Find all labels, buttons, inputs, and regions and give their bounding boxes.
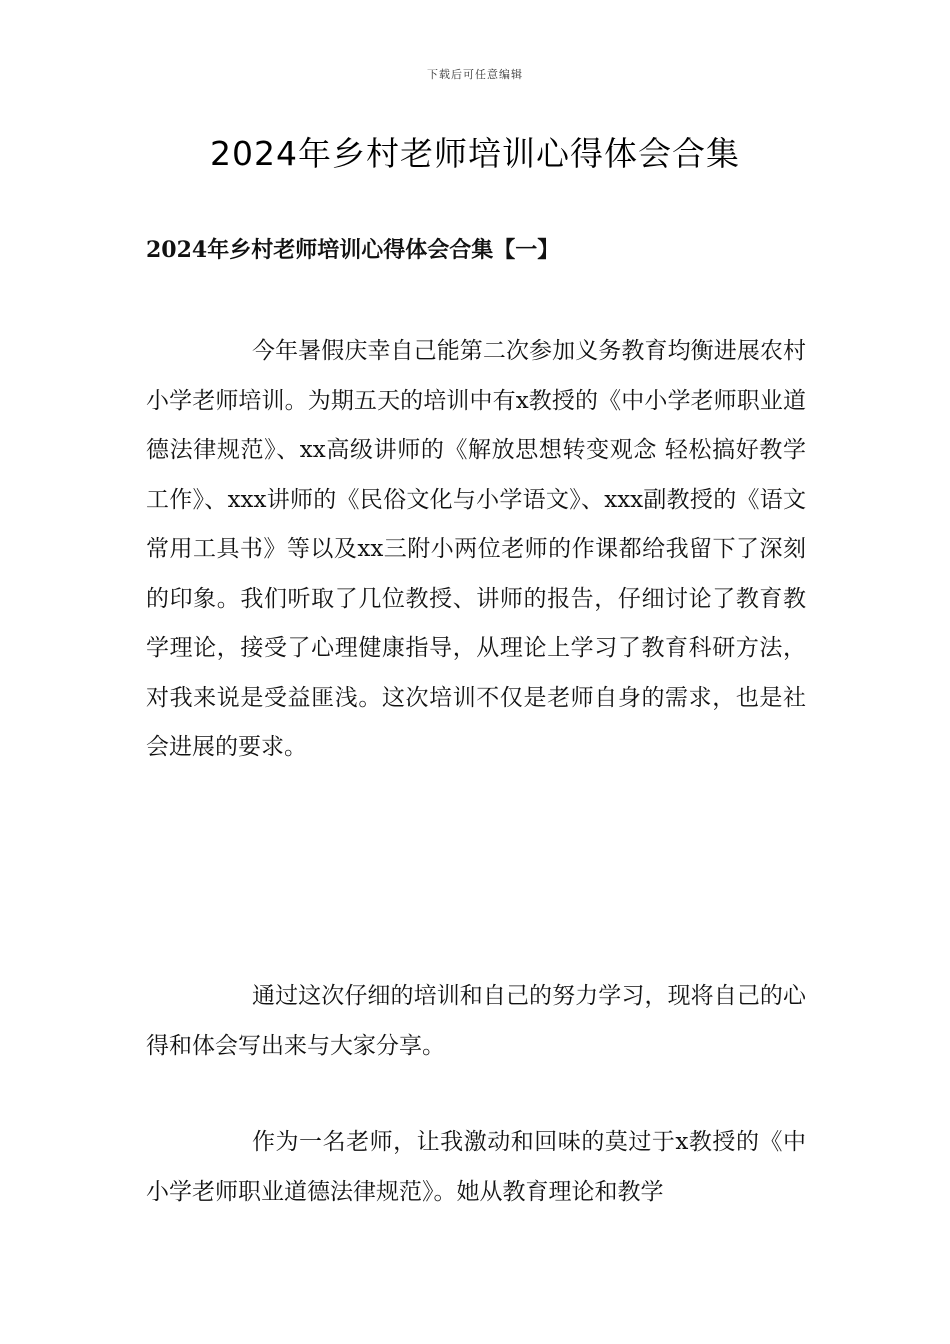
header-note: 下载后可任意编辑 [427,68,523,81]
paragraph-3: 作为一名老师，让我激动和回味的莫过于x教授的《中小学老师职业道德法律规范》。她从教育理论和教学 [146,1129,806,1205]
paragraph-1: 今年暑假庆幸自己能第二次参加义务教育均衡进展农村小学老师培训。为期五天的培训中有x教授的《中小学老师职业道德法律规范》、xx高级讲师的《解放思想转变观念 轻松搞好教学工作》、xxx讲师的《民俗文化与小学语文》、xxx副教授的《语文常用工具书》等以及xx三附小两位老师的作课都给我留下了深刻的印象。我们听取了几位教授、讲师的报告，仔细讨论了教育教学理论，接受了心理健康指导，从理论上学习了教育科研方法，对我来说是受益匪浅。这次培训不仅是老师自身的需求，也是社会进展的要求。 [146,338,806,760]
section-heading: 2024年乡村老师培训心得体会合集【一】 [146,237,560,263]
document-title: 2024年乡村老师培训心得体会合集 [210,134,740,173]
paragraph-2: 通过这次仔细的培训和自己的努力学习，现将自己的心得和体会写出来与大家分享。 [146,983,806,1059]
